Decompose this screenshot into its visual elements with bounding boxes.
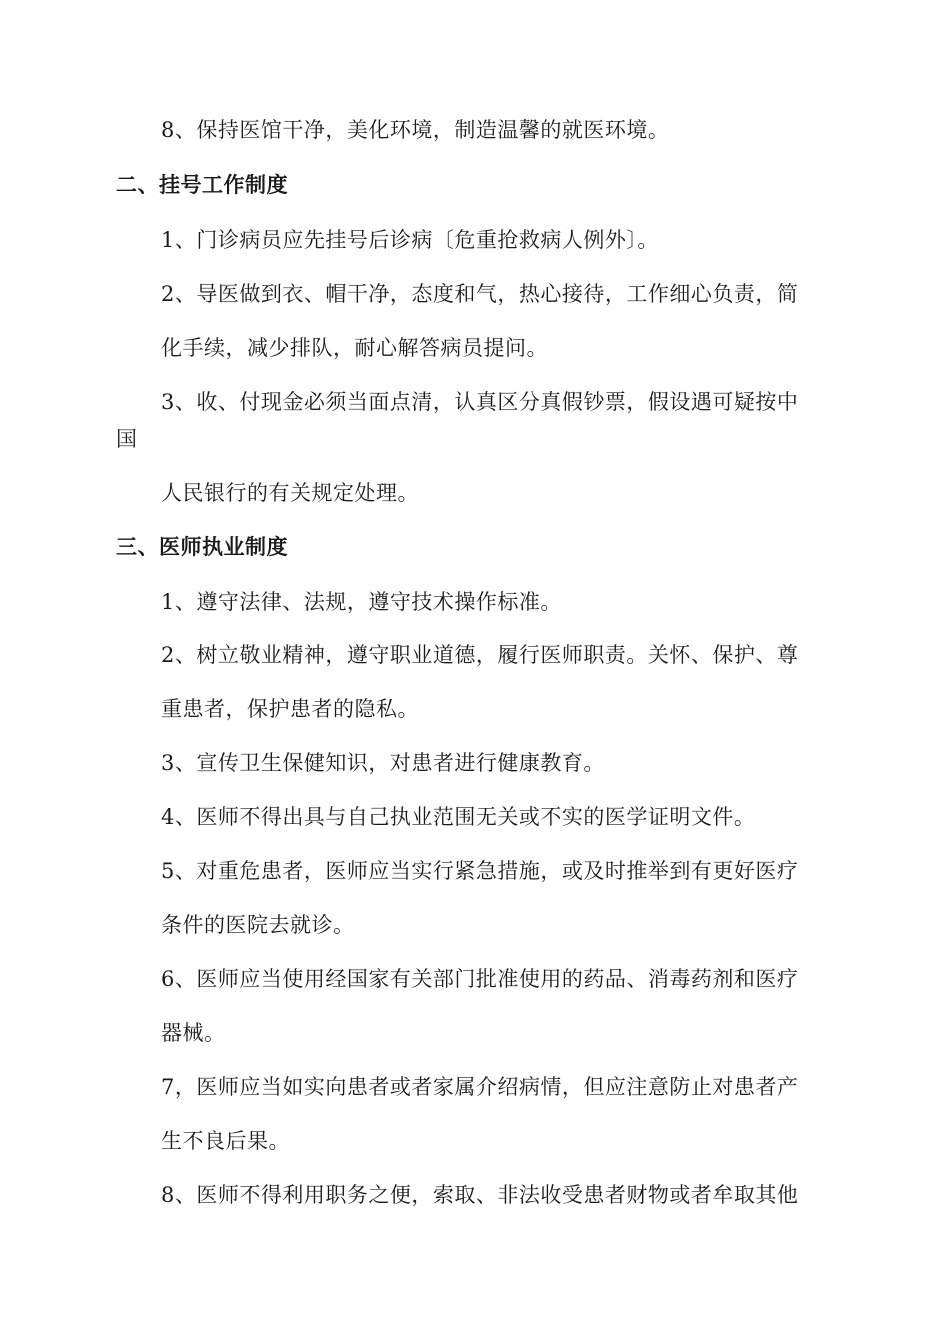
paragraph-line: 4、医师不得出具与自己执业范围无关或不实的医学证明文件。 bbox=[161, 805, 756, 829]
paragraph-line: 重患者，保护患者的隐私。 bbox=[161, 697, 419, 721]
paragraph-line: 7，医师应当如实向患者或者家属介绍病情，但应注意防止对患者产 bbox=[161, 1075, 799, 1099]
section-heading-physician: 三、医师执业制度 bbox=[116, 535, 288, 559]
paragraph-line: 8、保持医馆干净，美化环境，制造温馨的就医环境。 bbox=[161, 118, 670, 142]
paragraph-line: 8、医师不得利用职务之便，索取、非法收受患者财物或者牟取其他 bbox=[161, 1183, 799, 1207]
paragraph-line: 2、树立敬业精神，遵守职业道德，履行医师职责。关怀、保护、尊 bbox=[161, 643, 799, 667]
paragraph-line: 1、遵守法律、法规，遵守技术操作标准。 bbox=[161, 590, 562, 614]
paragraph-line: 人民银行的有关规定处理。 bbox=[161, 481, 419, 505]
paragraph-line: 3、收、付现金必须当面点清，认真区分真假钞票，假设遇可疑按中 bbox=[161, 390, 799, 414]
section-heading-registration: 二、挂号工作制度 bbox=[116, 173, 288, 197]
paragraph-line: 化手续，减少排队，耐心解答病员提问。 bbox=[161, 336, 548, 360]
paragraph-line: 国 bbox=[116, 427, 138, 451]
paragraph-line: 器械。 bbox=[161, 1021, 226, 1045]
paragraph-line: 3、宣传卫生保健知识，对患者进行健康教育。 bbox=[161, 751, 605, 775]
paragraph-line: 1、门诊病员应先挂号后诊病〔危重抢救病人例外〕。 bbox=[161, 228, 659, 252]
paragraph-line: 6、医师应当使用经国家有关部门批准使用的药品、消毒药剂和医疗 bbox=[161, 967, 799, 991]
paragraph-line: 5、对重危患者，医师应当实行紧急措施，或及时推举到有更好医疗 bbox=[161, 859, 799, 883]
paragraph-line: 条件的医院去就诊。 bbox=[161, 913, 355, 937]
paragraph-line: 2、导医做到衣、帽干净，态度和气，热心接待，工作细心负责，简 bbox=[161, 282, 799, 306]
paragraph-line: 生不良后果。 bbox=[161, 1129, 290, 1153]
